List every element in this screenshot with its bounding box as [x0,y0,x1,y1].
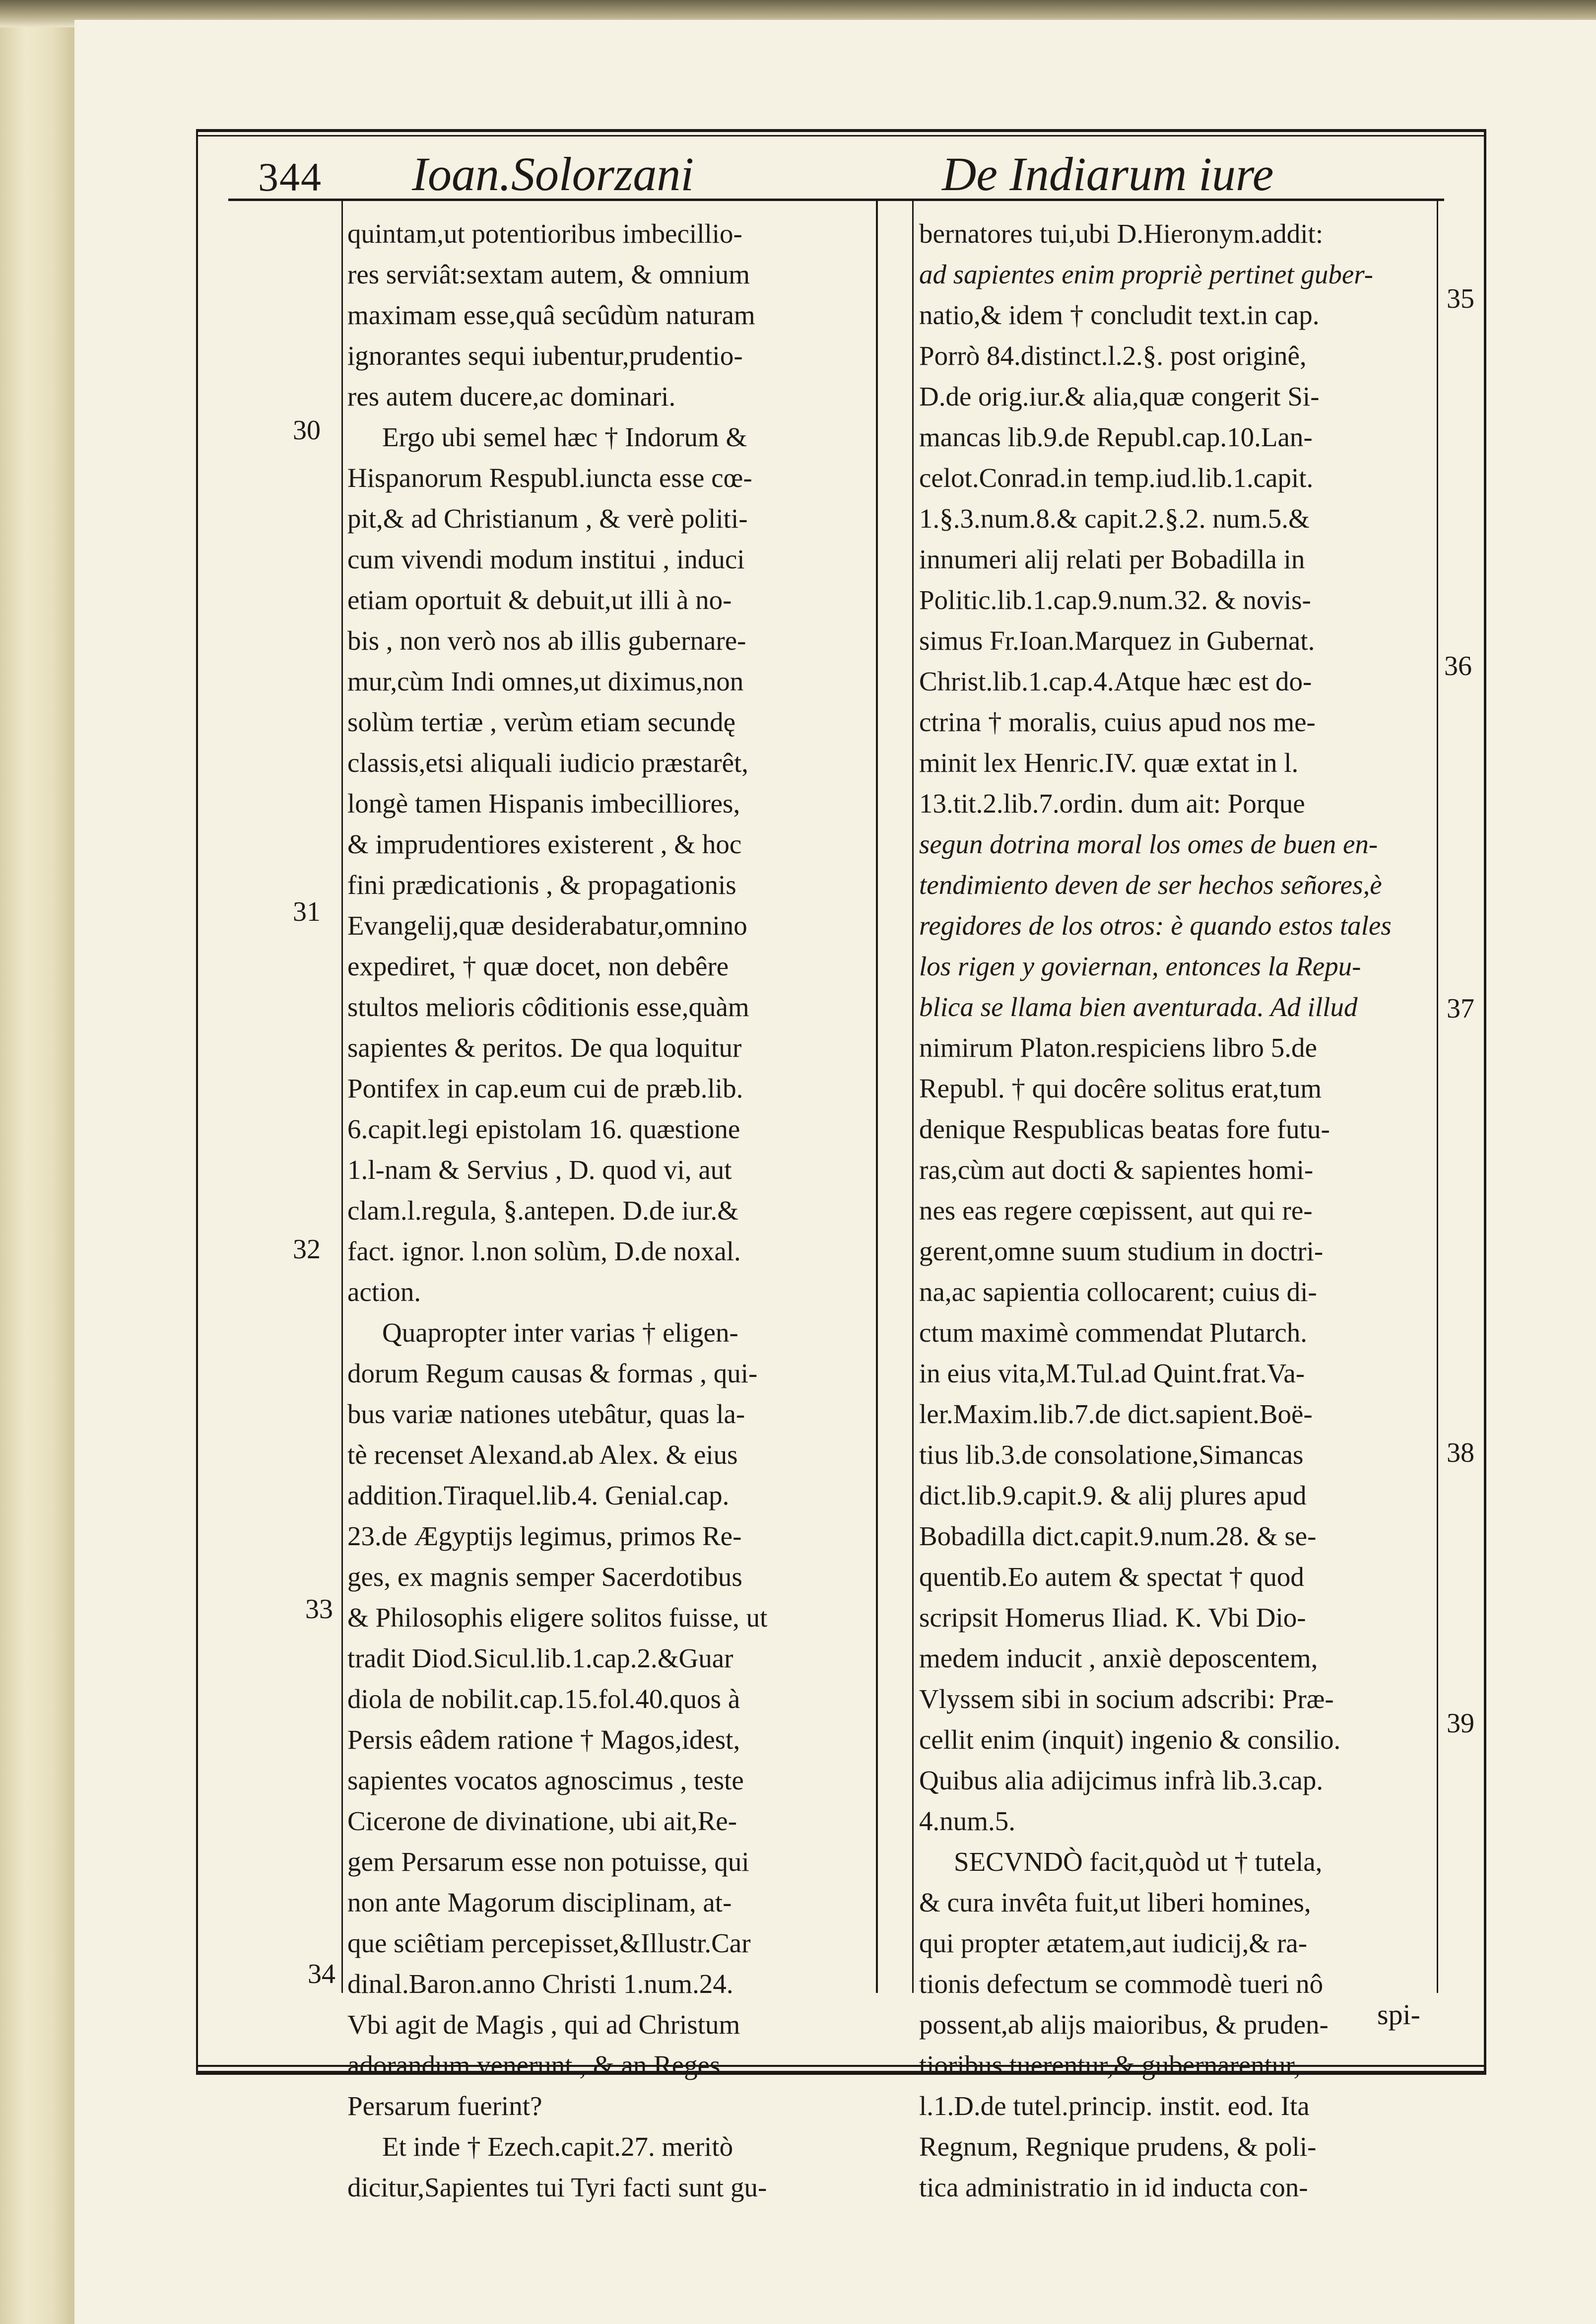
text-line: dict.lib.9.capit.9. & alij plures apud [919,1480,1307,1510]
text-line: Persis eâdem ratione † Magos,idest, [347,1724,740,1755]
text-line: tendimiento deven de ser hechos señores,è [919,870,1382,900]
text-line: SECVNDÒ facit,quòd ut † tutela, [954,1846,1323,1877]
text-line: ras,cùm aut docti & sapientes homi- [919,1155,1314,1185]
text-line: simus Fr.Ioan.Marquez in Gubernat. [919,625,1315,656]
text-line: bus variæ nationes utebâtur, quas la- [347,1399,745,1429]
margin-number: 31 [293,896,321,927]
text-line: ad sapientes enim propriè pertinet guber- [919,259,1373,289]
text-line: 1.§.3.num.8.& capit.2.§.2. num.5.& [919,503,1310,534]
text-line: Persarum fuerint? [347,2091,542,2121]
text-line: medem inducit , anxiè deposcentem, [919,1643,1318,1673]
text-line: natio,& idem † concludit text.in cap. [919,300,1320,330]
text-line: 1.l-nam & Servius , D. quod vi, aut [347,1155,732,1185]
text-line: nes eas regere cœpissent, aut qui re- [919,1195,1313,1226]
text-line: quintam,ut potentioribus imbecillio- [347,218,742,249]
text-line: tioribus tuerentur,& gubernarentur, [919,2050,1301,2080]
text-line: qui propter ætatem,aut iudicij,& ra- [919,1928,1308,1958]
left-text-column [347,213,873,2208]
text-line: gem Persarum esse non potuisse, qui [347,1846,749,1877]
text-line: 13.tit.2.lib.7.ordin. dum ait: Porque [919,788,1305,819]
text-line: fact. ignor. l.non solùm, D.de noxal. [347,1236,741,1266]
text-line: non ante Magorum disciplinam, at- [347,1887,732,1917]
text-line: in eius vita,M.Tul.ad Quint.frat.Va- [919,1358,1305,1388]
text-line: sapientes vocatos agnoscimus , teste [347,1765,744,1795]
margin-number: 36 [1444,651,1472,682]
text-line: tionis defectum se commodè tueri nô [919,1969,1324,1999]
text-line: expediret, † quæ docet, non debêre [347,951,729,981]
text-line: ler.Maxim.lib.7.de dict.sapient.Boë- [919,1399,1313,1429]
running-head-author: Ioan.Solorzani [412,147,694,201]
text-line: & imprudentiores existerent , & hoc [347,829,742,859]
text-line: minit lex Henric.IV. quæ extat in l. [919,748,1299,778]
text-line: tè recenset Alexand.ab Alex. & eius [347,1439,738,1470]
text-line: classis,etsi aliquali iudicio præstarêt, [347,748,749,778]
margin-number: 39 [1447,1708,1474,1739]
text-line: segun dotrina moral los omes de buen en- [919,829,1378,859]
text-line: l.1.D.de tutel.princip. instit. eod. Ita [919,2091,1310,2121]
text-line: ctrina † moralis, cuius apud nos me- [919,707,1316,737]
column-divider-left [876,201,878,1993]
text-line: innumeri alij relati per Bobadilla in [919,544,1305,574]
text-line: Politic.lib.1.cap.9.num.32. & novis- [919,585,1311,615]
right-margin-rule [1437,201,1438,1993]
margin-number: 34 [308,1959,335,1989]
text-line: diola de nobilit.cap.15.fol.40.quos à [347,1684,740,1714]
margin-number: 30 [293,415,321,446]
text-line: ignorantes sequi iubentur,prudentio- [347,341,743,371]
text-line: nimirum Platon.respiciens libro 5.de [919,1032,1317,1063]
text-line: dicitur,Sapientes tui Tyri facti sunt gu- [347,2172,767,2202]
text-line: solùm tertiæ , verùm etiam secundę [347,707,736,737]
text-line: dinal.Baron.anno Christi 1.num.24. [347,1969,733,1999]
column-divider-right [912,201,914,1993]
text-line: que sciêtiam percepisset,&Illustr.Car [347,1928,751,1958]
text-line: cum vivendi modum institui , induci [347,544,745,574]
text-line: regidores de los otros: è quando estos tales [919,910,1392,941]
text-line: adorandum venerunt , & an Reges [347,2050,721,2080]
text-line: fini prædicationis , & propagationis [347,870,736,900]
text-line: Republ. † qui docêre solitus erat,tum [919,1073,1322,1103]
text-line: D.de orig.iur.& alia,quæ congerit Si- [919,381,1320,411]
frame-top-rule-thin [196,135,1486,137]
text-line: 23.de Ægyptijs legimus, primos Re- [347,1521,742,1551]
text-line: Bobadilla dict.capit.9.num.28. & se- [919,1521,1317,1551]
margin-number: 35 [1447,283,1474,314]
text-line: Christ.lib.1.cap.4.Atque hæc est do- [919,666,1312,696]
text-line: Pontifex in cap.eum cui de præb.lib. [347,1073,743,1103]
text-line: tradit Diod.Sicul.lib.1.cap.2.&Guar [347,1643,733,1673]
text-line: & Philosophis eligere solitos fuisse, ut [347,1602,768,1633]
frame-right-rule [1484,129,1486,2075]
margin-number: 32 [293,1234,321,1265]
text-line: res autem ducere,ac dominari. [347,381,676,411]
text-line: Ergo ubi semel hæc † Indorum & [382,422,747,452]
frame-left-rule [196,129,198,2075]
text-line: gerent,omne suum studium in doctri- [919,1236,1324,1266]
text-line: addition.Tiraquel.lib.4. Genial.cap. [347,1480,730,1510]
text-line: los rigen y goviernan, entonces la Repu- [919,951,1361,981]
text-line: pit,& ad Christianum , & verè politi- [347,503,748,534]
text-line: Quibus alia adijcimus infrà lib.3.cap. [919,1765,1324,1795]
text-line: 6.capit.legi epistolam 16. quæstione [347,1114,740,1144]
text-line: celot.Conrad.in temp.iud.lib.1.capit. [919,463,1314,493]
frame-top-rule [196,129,1486,132]
text-line: bis , non verò nos ab illis gubernare- [347,625,746,656]
text-line: tica administratio in id inducta con- [919,2172,1308,2202]
text-line: Porrò 84.distinct.l.2.§. post originê, [919,341,1307,371]
text-line: tius lib.3.de consolatione,Simancas [919,1439,1304,1470]
text-line: res serviât:sextam autem, & omnium [347,259,750,289]
text-line: Quapropter inter varias † eligen- [382,1317,738,1348]
running-head-title: De Indiarum iure [942,147,1274,201]
text-line: sapientes & peritos. De qua loquitur [347,1032,742,1063]
margin-number: 33 [305,1594,333,1625]
text-line: Evangelij,quæ desiderabatur,omnino [347,910,747,941]
text-line: ges, ex magnis semper Sacerdotibus [347,1562,742,1592]
left-margin-rule [341,201,343,1993]
text-line: maximam esse,quâ secûdùm naturam [347,300,755,330]
text-line: scripsit Homerus Iliad. K. Vbi Dio- [919,1602,1306,1633]
text-line: na,ac sapientia collocarent; cuius di- [919,1277,1317,1307]
book-page [74,20,1596,2324]
text-line: Hispanorum Respubl.iuncta esse cœ- [347,463,752,493]
text-line: Et inde † Ezech.capit.27. meritò [382,2131,733,2162]
text-line: etiam oportuit & debuit,ut illi à no- [347,585,732,615]
text-line: denique Respublicas beatas fore futu- [919,1114,1330,1144]
text-line: possent,ab alijs maioribus, & pruden- [919,2009,1329,2040]
text-line: blica se llama bien aventurada. Ad illud [919,992,1358,1022]
text-line: 4.num.5. [919,1806,1016,1836]
margin-number: 38 [1447,1437,1474,1468]
text-line: dorum Regum causas & formas , qui- [347,1358,758,1388]
right-text-column [919,213,1435,2208]
text-line: cellit enim (inquit) ingenio & consilio. [919,1724,1341,1755]
margin-number: 37 [1447,993,1474,1024]
text-line: action. [347,1277,421,1307]
text-line: & cura invêta fuit,ut liberi homines, [919,1887,1311,1917]
text-line: clam.l.regula, §.antepen. D.de iur.& [347,1195,739,1226]
text-line: Cicerone de divinatione, ubi ait,Re- [347,1806,737,1836]
text-line: mancas lib.9.de Republ.cap.10.Lan- [919,422,1313,452]
page-number: 344 [258,154,322,200]
text-line: mur,cùm Indi omnes,ut diximus,non [347,666,744,696]
text-line: longè tamen Hispanis imbecilliores, [347,788,740,819]
text-line: Vbi agit de Magis , qui ad Christum [347,2009,740,2040]
text-line: quentib.Eo autem & spectat † quod [919,1562,1304,1592]
text-line: Vlyssem sibi in socium adscribi: Præ- [919,1684,1334,1714]
text-line: ctum maximè commendat Plutarch. [919,1317,1308,1348]
text-line: stultos melioris côditionis esse,quàm [347,992,749,1022]
text-line: bernatores tui,ubi D.Hieronym.addit: [919,218,1324,249]
catchword: spi- [1377,1998,1420,2031]
text-line: Regnum, Regnique prudens, & poli- [919,2131,1317,2162]
